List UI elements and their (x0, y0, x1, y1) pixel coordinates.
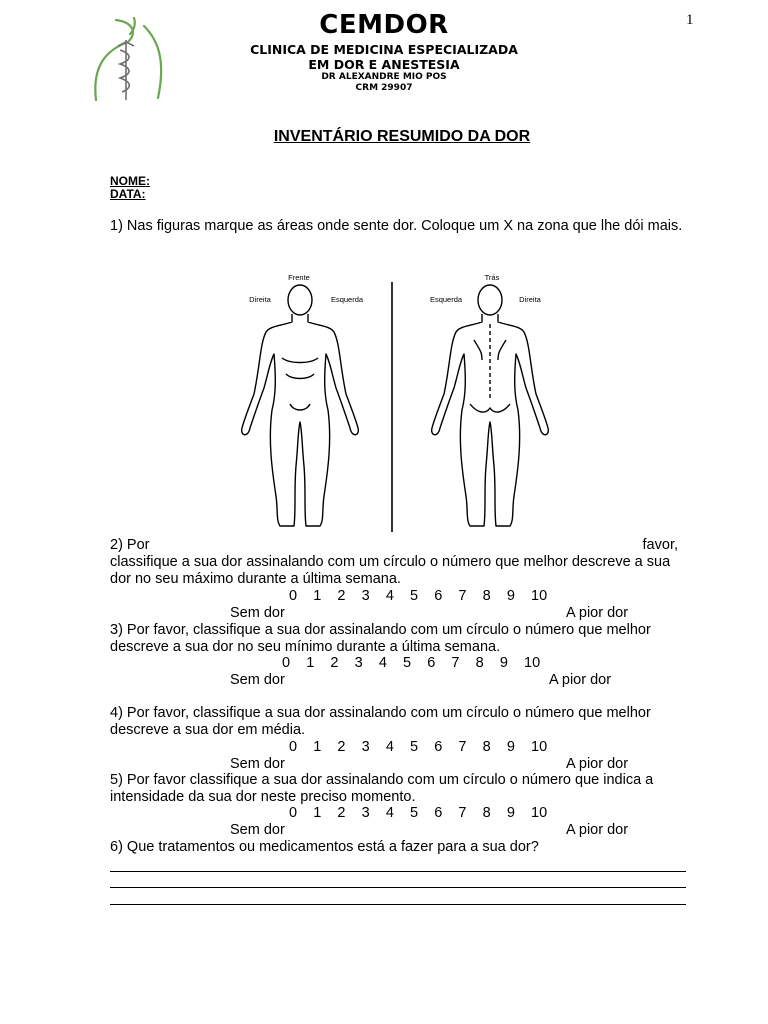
question-5: 5) Por favor classifique a sua dor assinalando com um círculo o número que indica a intensidade da sua dor neste preciso momento. (110, 772, 654, 805)
scale-number[interactable]: 9 (506, 805, 515, 821)
scale-number[interactable]: 1 (313, 805, 322, 821)
scale-number[interactable]: 5 (410, 739, 419, 755)
scale-number[interactable]: 4 (378, 655, 387, 671)
scale-min-label: Sem dor (230, 605, 285, 621)
scale-number[interactable]: 6 (434, 588, 443, 604)
clinic-subtitle-line1: CLINICA DE MEDICINA ESPECIALIZADA (250, 42, 518, 57)
scale-number[interactable]: 4 (385, 805, 394, 821)
back-body-outline (429, 285, 549, 526)
question-3: 3) Por favor, classifique a sua dor assinalando com um círculo o número que melhor descreve a sua dor no seu mínimo durante a última semana. (110, 622, 651, 655)
question-2-first-line (110, 537, 690, 554)
scale-number[interactable]: 8 (482, 588, 491, 604)
scale-min-label: Sem dor (230, 672, 285, 688)
scale-number[interactable]: 2 (337, 805, 346, 821)
scale-max-label: A pior dor (566, 822, 629, 838)
scale-number[interactable]: 2 (330, 655, 339, 671)
scale-number[interactable]: 7 (458, 805, 467, 821)
scale-number[interactable]: 6 (434, 739, 443, 755)
scale-number[interactable]: 0 (289, 588, 298, 604)
front-body-outline (242, 285, 359, 526)
scale-number[interactable]: 6 (427, 655, 436, 671)
question-4: 4) Por favor, classifique a sua dor assinalando com um círculo o número que melhor descreve a sua dor em média. (110, 705, 651, 738)
pain-scale-q4[interactable] (289, 739, 547, 755)
scale-number[interactable]: 10 (531, 739, 548, 755)
scale-max-label: A pior dor (549, 672, 612, 688)
scale-number[interactable]: 0 (282, 655, 291, 671)
scale-number[interactable]: 9 (506, 588, 515, 604)
doctor-crm: CRM 29907 (355, 83, 413, 93)
scale-number[interactable]: 9 (506, 739, 515, 755)
scale-number[interactable]: 2 (337, 588, 346, 604)
scale-number[interactable]: 8 (475, 655, 484, 671)
scale-number[interactable]: 8 (482, 739, 491, 755)
scale-number[interactable]: 3 (361, 805, 370, 821)
pain-scale-q2[interactable] (289, 588, 547, 604)
scale-max-label: A pior dor (566, 756, 629, 772)
question-6: 6) Que tratamentos ou medicamentos está a fazer para a sua dor? (110, 839, 539, 855)
clinic-name: CEMDOR (319, 10, 449, 40)
scale-min-label: Sem dor (230, 756, 285, 772)
scale-number[interactable]: 7 (458, 739, 467, 755)
scale-number[interactable]: 3 (361, 588, 370, 604)
scale-number[interactable]: 2 (337, 739, 346, 755)
scale-number[interactable]: 3 (354, 655, 363, 671)
scale-number[interactable]: 4 (385, 588, 394, 604)
scale-number[interactable]: 9 (499, 655, 508, 671)
pain-scale-q5[interactable] (289, 805, 547, 821)
clinic-subtitle-line2: EM DOR E ANESTESIA (308, 57, 460, 72)
scale-number[interactable]: 5 (410, 588, 419, 604)
scale-number[interactable]: 7 (458, 588, 467, 604)
scale-number[interactable]: 3 (361, 739, 370, 755)
scale-number[interactable]: 0 (289, 805, 298, 821)
page-number: 1 (686, 12, 694, 28)
question-1: 1) Nas figuras marque as áreas onde sente dor. Coloque um X na zona que lhe dói mais. (110, 218, 683, 234)
scale-number[interactable]: 10 (531, 805, 548, 821)
answer-line[interactable] (110, 887, 686, 888)
question-2-suffix: favor, (642, 537, 678, 553)
back-label: Trás (484, 273, 500, 282)
question-2: classifique a sua dor assinalando com um círculo o número que melhor descreve a sua dor no seu máximo durante a última semana. (110, 554, 671, 587)
front-label: Frente (288, 273, 310, 282)
back-left-side-label: Esquerda (429, 295, 463, 304)
scale-number[interactable]: 10 (531, 588, 548, 604)
scale-number[interactable]: 1 (313, 739, 322, 755)
scale-number[interactable]: 5 (410, 805, 419, 821)
answer-line[interactable] (110, 904, 686, 905)
scale-min-label: Sem dor (230, 822, 285, 838)
scale-number[interactable]: 10 (524, 655, 541, 671)
scale-number[interactable]: 8 (482, 805, 491, 821)
body-map-figure[interactable] (220, 270, 628, 536)
scale-number[interactable]: 4 (385, 739, 394, 755)
date-label: DATA: (110, 187, 146, 201)
scale-number[interactable]: 0 (289, 739, 298, 755)
document-title: INVENTÁRIO RESUMIDO DA DOR (273, 128, 531, 145)
question-2-prefix: 2) Por (110, 537, 150, 553)
front-left-side-label: Esquerda (330, 295, 364, 304)
scale-number[interactable]: 6 (434, 805, 443, 821)
answer-line[interactable] (110, 871, 686, 872)
back-right-side-label: Direita (519, 295, 541, 304)
scale-number[interactable]: 1 (313, 588, 322, 604)
scale-number[interactable]: 5 (403, 655, 412, 671)
name-label: NOME: (110, 174, 150, 188)
front-right-side-label: Direita (249, 295, 271, 304)
scale-max-label: A pior dor (566, 605, 629, 621)
doctor-name: DR ALEXANDRE MIO POS (321, 72, 447, 82)
pain-scale-q3[interactable] (282, 655, 540, 671)
scale-number[interactable]: 7 (451, 655, 460, 671)
scale-number[interactable]: 1 (306, 655, 315, 671)
